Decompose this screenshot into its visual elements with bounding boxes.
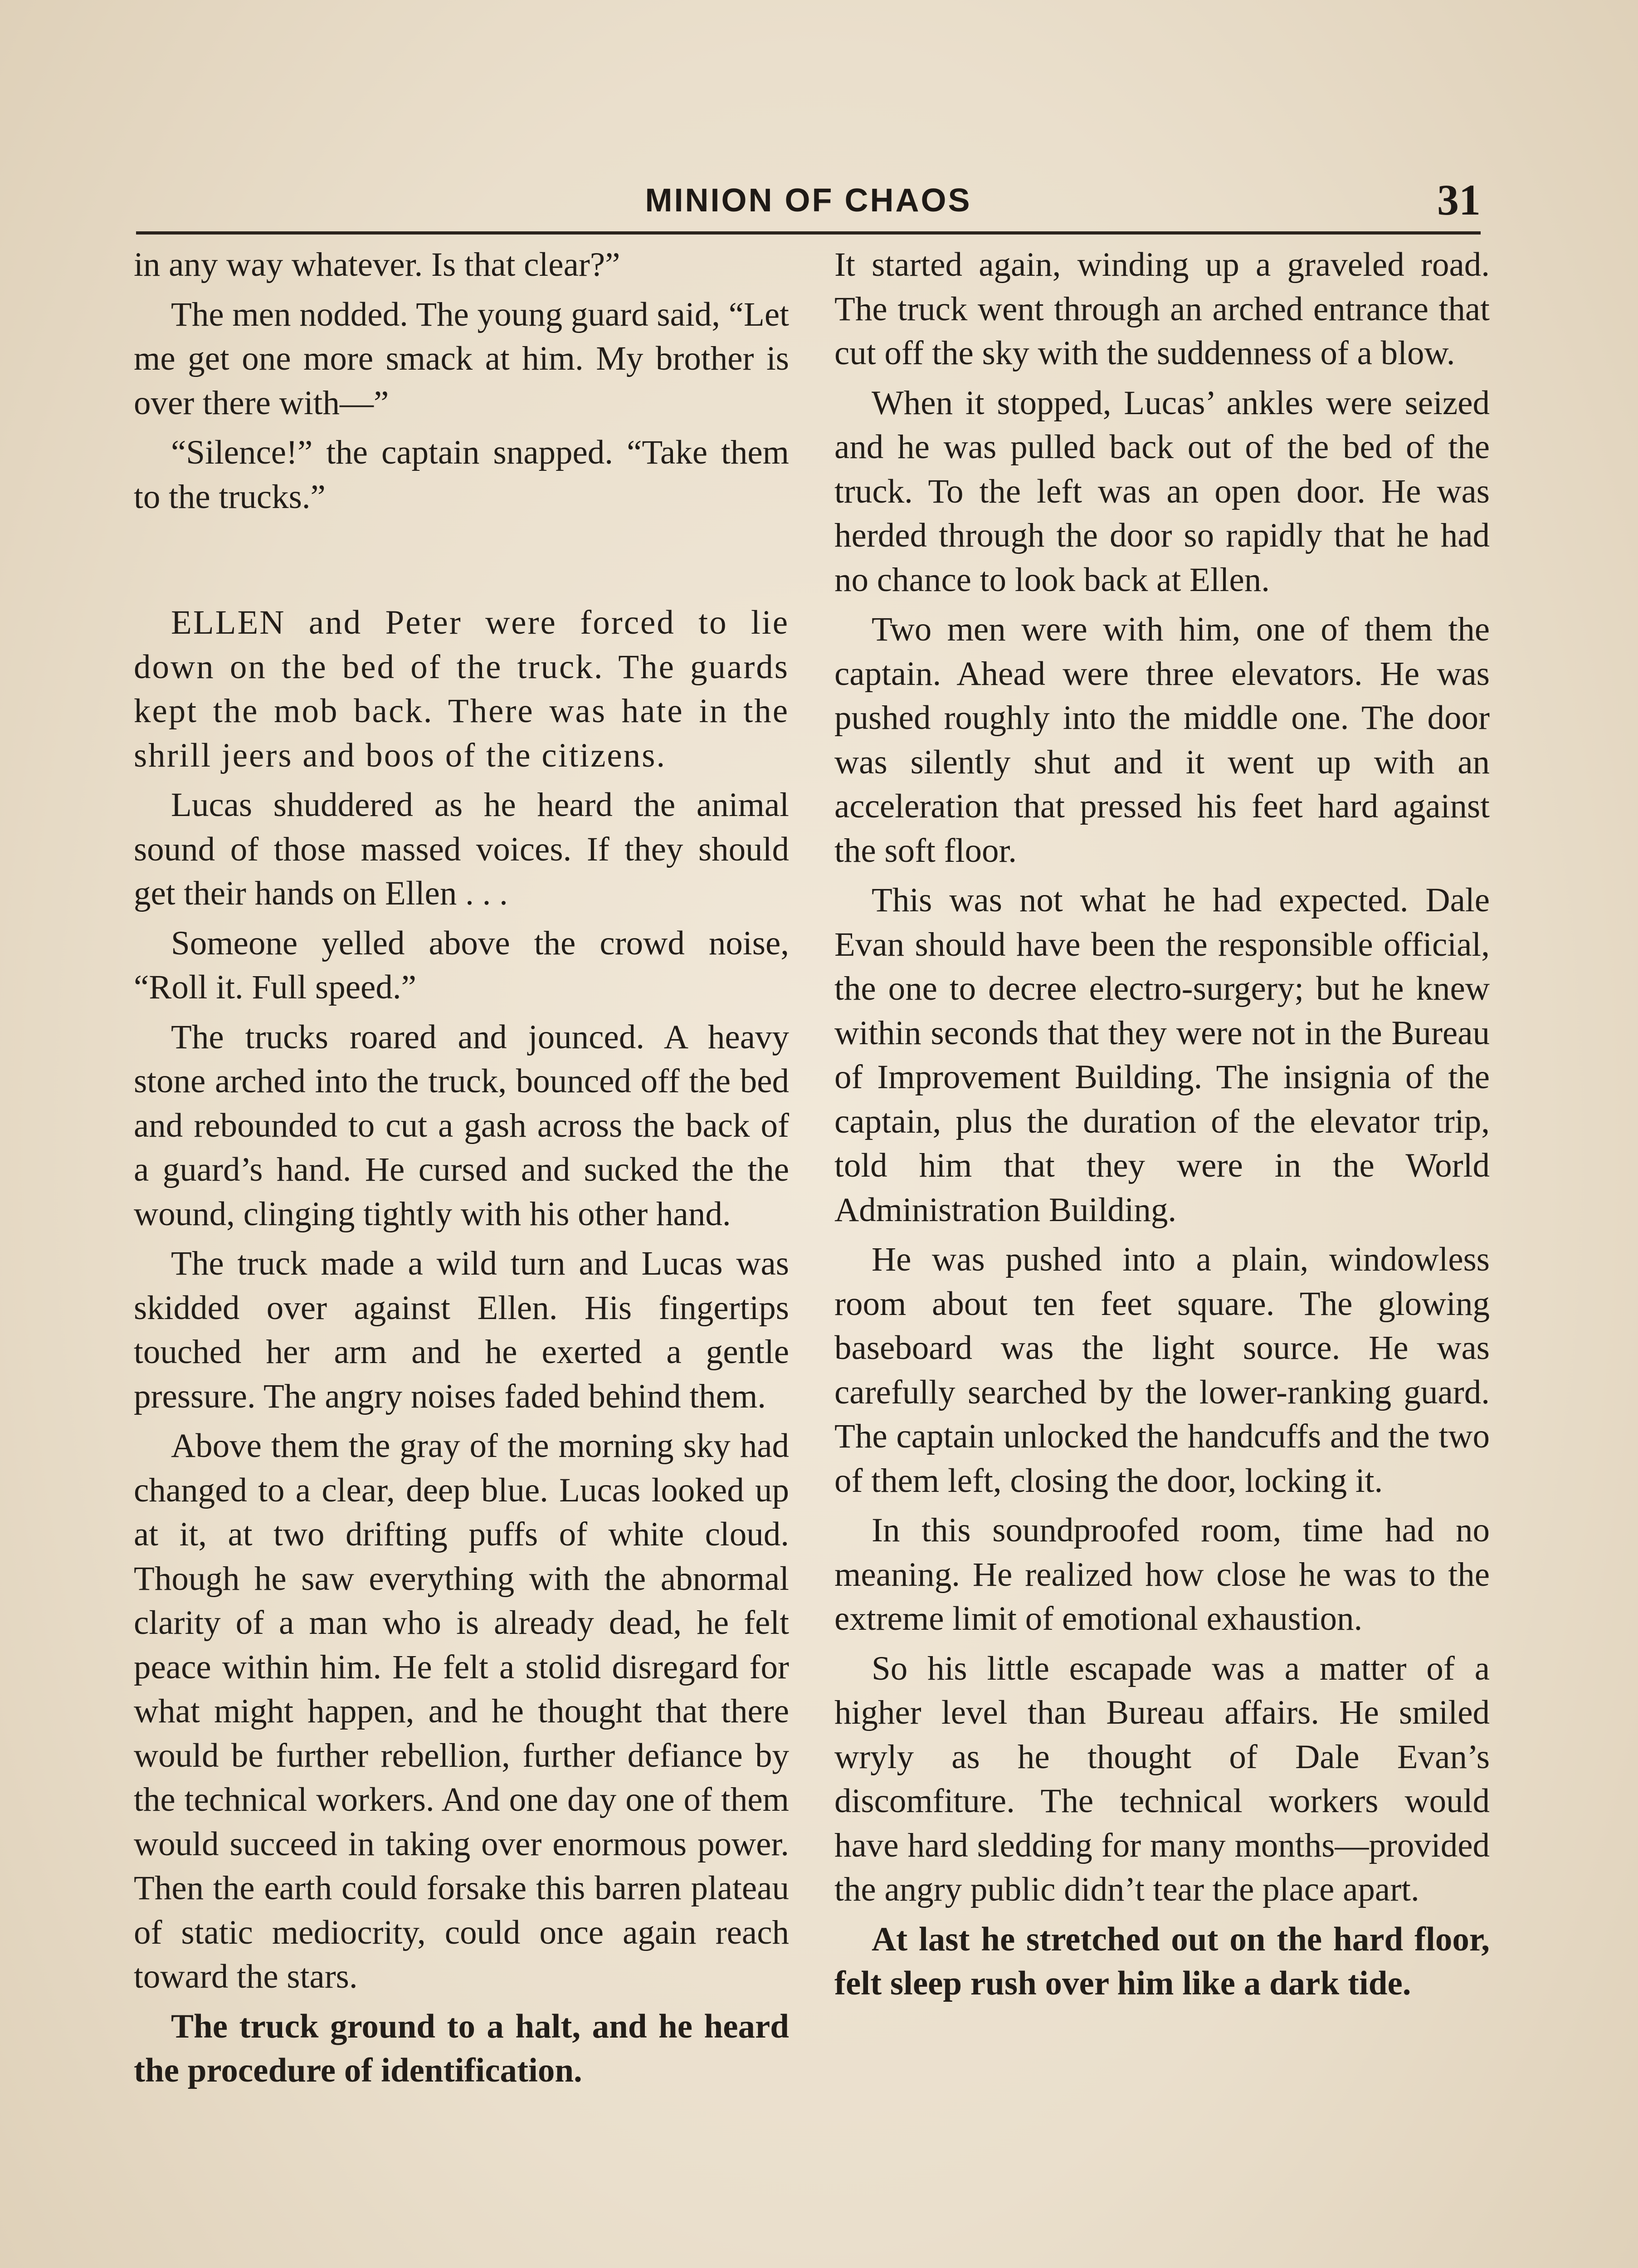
paragraph: Above them the gray of the morning sky had changed to a clear, deep blue. Lucas looked up at it, at two drifting puffs of white cloud. Though he saw everything with the abnormal clarity of a man who is already dead, he felt peace within him. He felt a stolid disregard for what might happen, and he thought that there would be further rebellion, further defiance by the technical workers. And one day one of them would succeed in taking over enormous power. Then the earth could forsake this barren plateau of static mediocrity, could once again reach toward the stars. — [134, 1427, 789, 1995]
paragraph: The men nodded. The young guard said, “Let me get one more smack at him. My brother is over there with—” — [134, 295, 789, 422]
paragraph: Someone yelled above the crowd noise, “Roll it. Full speed.” — [134, 924, 789, 1006]
paragraph: in any way whatever. Is that clear?” — [134, 246, 620, 284]
paragraph: At last he stretched out on the hard floor, felt sleep rush over him like a dark tide. — [834, 1920, 1490, 2002]
paragraph: The trucks roared and jounced. A heavy stone arched into the truck, bounced off the bed and rebounded to cut a gash across the back of a guard’s hand. He cursed and sucked the the wound, clinging tightly with his other hand. — [134, 1018, 789, 1233]
paragraph: This was not what he had expected. Dale Evan should have been the responsible official, the one to decree electro-surgery; but he knew within seconds that they were not in the Bureau of Improvement Building. The insignia of the captain, plus the duration of the elevator trip, told him that they were in the World Administration Building. — [834, 881, 1490, 1229]
paragraph: He was pushed into a plain, windowless room about ten feet square. The glowing baseboard was the light source. He was carefully searched by the lower-ranking guard. The captain unlocked the handcuffs and the two of them left, closing the door, locking it. — [834, 1241, 1490, 1500]
story-title: MINION OF CHAOS — [645, 182, 972, 219]
page-number: 31 — [1437, 176, 1481, 224]
paragraph: Lucas shuddered as he heard the animal sound of those massed voices. If they should get their hands on Ellen . . . — [134, 786, 789, 912]
paragraph: In this soundproofed room, time had no meaning. He realized how close he was to the extreme limit of emotional exhaustion. — [834, 1511, 1490, 1637]
paragraph: It started again, winding up a graveled road. The truck went through an arched entrance that cut off the sky with the suddenness of a blow. — [834, 246, 1490, 372]
header-rule — [136, 231, 1481, 235]
running-header — [136, 176, 1481, 229]
paragraph: The truck ground to a halt, and he heard the procedure of identification. — [134, 2007, 789, 2089]
paragraph: “Silence!” the captain snapped. “Take them to the trucks.” — [134, 434, 789, 516]
section-opening-paragraph: ELLEN and Peter were forced to lie down on the bed of the truck. The guards kept the mob back. There was hate in the shrill jeers and boos of the citizens. — [134, 604, 789, 774]
paragraph: Two men were with him, one of them the captain. Ahead were three elevators. He was pushed roughly into the middle one. The door was silently shut and it went up with an acceleration that pressed his feet hard against the soft floor. — [834, 611, 1490, 870]
paragraph: When it stopped, Lucas’ ankles were seized and he was pulled back out of the bed of the truck. To the left was an open door. He was herded through the door so rapidly that he had no chance to look back at Ellen. — [834, 384, 1490, 599]
paragraph: So his little escapade was a matter of a higher level than Bureau affairs. He smiled wryly as he thought of Dale Evan’s discomfiture. The technical workers would have hard sledding for many months—provided the angry public didn’t tear the place apart. — [834, 1649, 1490, 1908]
left-column — [134, 243, 789, 2268]
paragraph: The truck made a wild turn and Lucas was skidded over against Ellen. His fingertips touched her arm and he exerted a gentle pressure. The angry noises faded behind them. — [134, 1245, 789, 1415]
right-column — [834, 243, 1490, 2268]
